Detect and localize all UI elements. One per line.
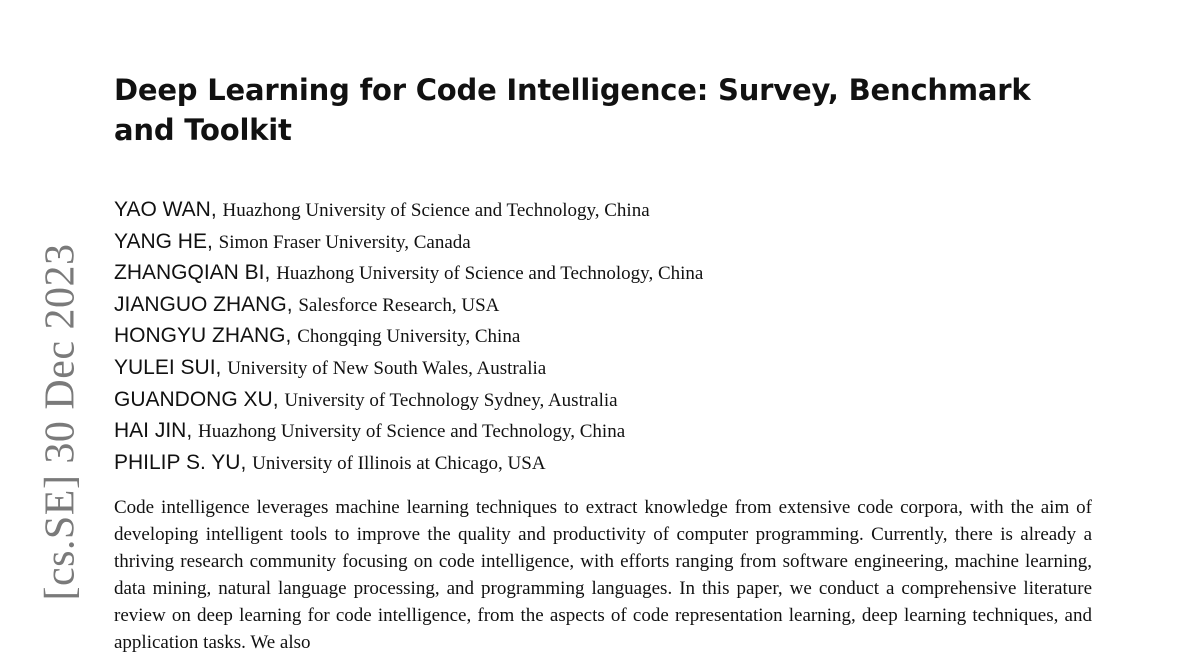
author-separator: , xyxy=(272,387,285,411)
author-name: GUANDONG XU xyxy=(114,387,273,411)
author-name: YANG HE xyxy=(114,229,207,253)
author-name: YULEI SUI xyxy=(114,355,216,379)
author-name: YAO WAN xyxy=(114,198,211,221)
author-affiliation: Simon Fraser University, Canada xyxy=(218,231,471,253)
abstract xyxy=(114,494,1092,656)
abstract-line: Code intelligence leverages machine learning techniques to extract knowledge from extensive code corpora, xyxy=(114,497,963,519)
author-separator: , xyxy=(285,324,298,348)
author-separator: , xyxy=(186,419,199,443)
author-entry xyxy=(114,194,1092,226)
author-name: HONGYU ZHANG xyxy=(114,324,286,348)
author-entry xyxy=(114,384,1092,416)
author-separator: , xyxy=(206,229,219,253)
abstract-line: from software engineering, machine learning, data mining, natural language processing, and programming xyxy=(114,551,1093,600)
author-separator: , xyxy=(286,292,299,316)
author-entry xyxy=(114,257,1092,289)
author-affiliation: Huazhong University of Science and Technology, China xyxy=(198,421,626,443)
author-entry xyxy=(114,320,1092,352)
author-entry xyxy=(114,226,1092,258)
abstract-line: Currently, there is already a thriving research community focusing on code intelligence, with efforts ranging xyxy=(114,524,1093,573)
author-affiliation: University of Technology Sydney, Australia xyxy=(284,389,618,411)
author-name: HAI JIN xyxy=(114,419,187,443)
author-affiliation: Huazhong University of Science and Technology, China xyxy=(222,200,650,221)
author-affiliation: Chongqing University, China xyxy=(297,326,521,348)
abstract-line: with the aim of developing intelligent tools to improve the quality and productivity of computer programming. xyxy=(114,497,1093,546)
author-separator: , xyxy=(264,261,277,285)
author-separator: , xyxy=(210,198,223,221)
author-name: PHILIP S. YU xyxy=(114,450,241,474)
author-separator: , xyxy=(240,450,253,474)
author-affiliation: Salesforce Research, USA xyxy=(298,294,500,316)
author-separator: , xyxy=(215,355,228,379)
author-entry xyxy=(114,352,1092,384)
author-name: JIANGUO ZHANG xyxy=(114,292,287,316)
abstract-line: from the aspects of code representation learning, deep learning techniques, and application tasks. We also xyxy=(114,605,1092,654)
abstract-line: languages. In this paper, we conduct a comprehensive literature review on deep learning for code intelligence, xyxy=(114,578,1092,627)
author-list xyxy=(114,194,1092,478)
arxiv-stamp xyxy=(36,204,86,640)
author-entry xyxy=(114,415,1092,447)
author-affiliation: University of Illinois at Chicago, USA xyxy=(252,452,546,474)
arxiv-stamp-text: [cs.SE] 30 Dec 2023 xyxy=(38,243,84,601)
author-entry xyxy=(114,289,1092,321)
author-entry xyxy=(114,447,1092,479)
author-affiliation: University of New South Wales, Australia xyxy=(227,357,547,379)
author-name: ZHANGQIAN BI xyxy=(114,261,265,285)
author-affiliation: Huazhong University of Science and Technology, China xyxy=(276,263,704,285)
paper-title: Deep Learning for Code Intelligence: Survey, Benchmark and Toolkit xyxy=(114,73,1031,147)
paper-front-matter xyxy=(114,70,1092,656)
